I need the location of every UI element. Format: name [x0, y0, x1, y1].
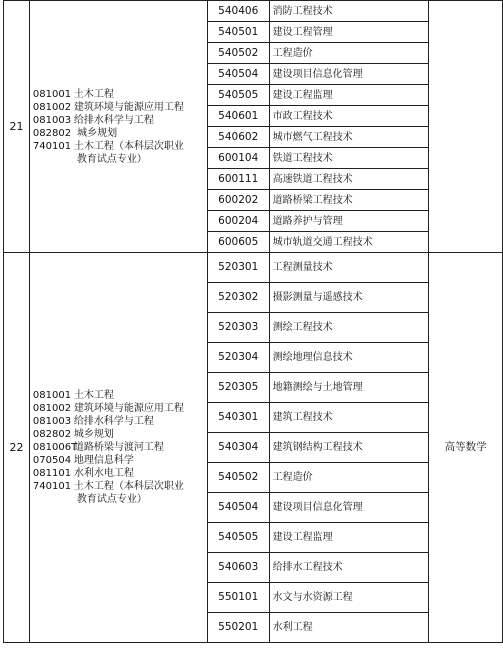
major-name: 水利水电工程	[73, 468, 134, 479]
program-name: 道路养护与管理	[269, 211, 429, 232]
program-code: 540504	[207, 493, 269, 523]
program-name: 建设工程管理	[269, 22, 429, 43]
major-name: 给排水科学与工程	[73, 114, 154, 126]
program-code: 540304	[207, 433, 269, 463]
program-code: 520303	[207, 313, 269, 343]
program-code: 550201	[207, 613, 269, 643]
major-line	[33, 415, 207, 428]
exam-subject-cell: 高等数学	[429, 253, 503, 643]
major-line	[33, 480, 207, 493]
program-code: 540505	[207, 85, 269, 106]
major-code: 081003	[32, 416, 72, 427]
major-code: 081002	[32, 403, 72, 414]
major-code: 081003	[32, 114, 72, 126]
program-name: 消防工程技术	[269, 1, 429, 22]
program-name: 水利工程	[269, 613, 429, 643]
major-line	[33, 101, 207, 114]
program-code: 520305	[207, 373, 269, 403]
major-name: 地理信息科学	[73, 455, 134, 466]
program-name: 城市轨道交通工程技术	[269, 232, 429, 253]
program-code: 540301	[207, 403, 269, 433]
program-code: 540601	[207, 106, 269, 127]
major-name: 土木工程（本科层次职业	[73, 481, 184, 492]
major-name: 建筑环境与能源应用工程	[73, 403, 184, 414]
program-name: 建设项目信息化管理	[269, 64, 429, 85]
program-code: 520304	[207, 343, 269, 373]
program-name: 测绘工程技术	[269, 313, 429, 343]
program-code: 550101	[207, 583, 269, 613]
table-row	[4, 1, 503, 22]
program-code: 540505	[207, 523, 269, 553]
group-number: 22	[4, 253, 30, 643]
major-line	[33, 428, 207, 441]
major-name: 道路桥梁与渡河工程	[73, 442, 164, 453]
program-code: 600605	[207, 232, 269, 253]
table-body	[4, 1, 503, 643]
program-code: 540602	[207, 127, 269, 148]
major-line	[33, 88, 207, 101]
major-line	[33, 127, 207, 140]
major-code: 081001	[32, 88, 72, 100]
major-table	[3, 0, 503, 643]
program-name: 建设工程监理	[269, 523, 429, 553]
program-code: 540502	[207, 463, 269, 493]
major-line	[33, 467, 207, 480]
program-name: 铁道工程技术	[269, 148, 429, 169]
undergrad-majors-cell	[29, 253, 207, 643]
major-name-continuation: 教育试点专业）	[76, 153, 147, 165]
group-number: 21	[4, 1, 30, 253]
major-line	[33, 402, 207, 415]
program-code: 540406	[207, 1, 269, 22]
program-name: 建筑钢结构工程技术	[269, 433, 429, 463]
major-name: 土木工程（本科层次职业	[73, 140, 184, 152]
major-code: 081006T	[32, 442, 78, 453]
major-line	[33, 454, 207, 467]
program-code: 540502	[207, 43, 269, 64]
program-code: 600202	[207, 190, 269, 211]
program-name: 建设工程监理	[269, 85, 429, 106]
major-code: 081101	[32, 468, 72, 479]
program-name: 工程造价	[269, 463, 429, 493]
major-name: 土木工程	[73, 390, 114, 401]
major-line	[33, 140, 207, 153]
program-code: 540504	[207, 64, 269, 85]
major-name: 给排水科学与工程	[73, 416, 154, 427]
program-name: 高速铁道工程技术	[269, 169, 429, 190]
exam-subject-cell	[429, 1, 503, 253]
major-name: 土木工程	[73, 88, 114, 100]
major-name: 城乡规划	[73, 127, 118, 139]
program-code: 600104	[207, 148, 269, 169]
program-name: 摄影测量与遥感技术	[269, 283, 429, 313]
major-name: 建筑环境与能源应用工程	[73, 101, 184, 113]
table-row	[4, 253, 503, 283]
program-name: 城市燃气工程技术	[269, 127, 429, 148]
major-name-continuation: 教育试点专业）	[76, 494, 147, 505]
program-name: 给排水工程技术	[269, 553, 429, 583]
major-code: 081002	[32, 101, 72, 113]
major-name: 城乡规划	[73, 429, 114, 440]
program-name: 建设项目信息化管理	[269, 493, 429, 523]
program-name: 工程测量技术	[269, 253, 429, 283]
major-line	[33, 114, 207, 127]
program-code: 540603	[207, 553, 269, 583]
major-code: 081001	[32, 390, 72, 401]
program-name: 水文与水资源工程	[269, 583, 429, 613]
major-code: 082802	[32, 127, 72, 139]
program-code: 540501	[207, 22, 269, 43]
program-code: 600111	[207, 169, 269, 190]
major-code: 082802	[32, 429, 72, 440]
program-code: 520302	[207, 283, 269, 313]
program-name: 地籍测绘与土地管理	[269, 373, 429, 403]
program-name: 工程造价	[269, 43, 429, 64]
undergrad-majors-cell	[29, 1, 207, 253]
major-code: 070504	[32, 455, 72, 466]
program-code: 520301	[207, 253, 269, 283]
program-name: 市政工程技术	[269, 106, 429, 127]
program-name: 道路桥梁工程技术	[269, 190, 429, 211]
program-name: 建筑工程技术	[269, 403, 429, 433]
program-code: 600204	[207, 211, 269, 232]
major-line	[33, 389, 207, 402]
major-line	[33, 441, 207, 454]
program-name: 测绘地理信息技术	[269, 343, 429, 373]
major-code: 740101	[32, 481, 72, 492]
major-code: 740101	[32, 140, 72, 152]
